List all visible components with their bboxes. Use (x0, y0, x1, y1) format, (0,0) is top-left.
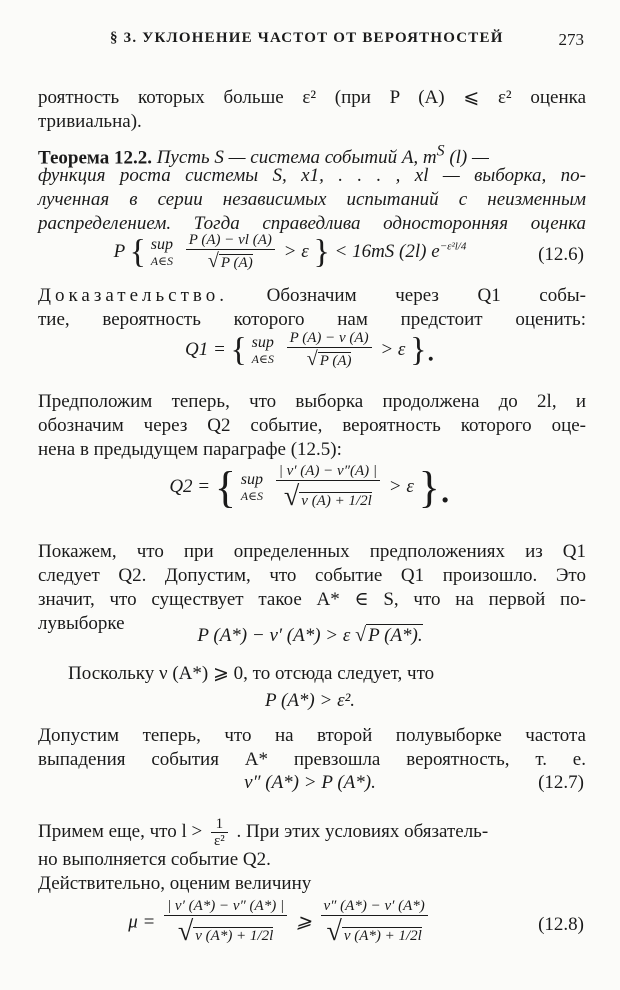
fraction-denominator: ε² (213, 833, 225, 850)
text-line: лученная в серии независимых испытаний с неизменным (38, 189, 586, 210)
fraction-numerator: P (A) − νl (A) (186, 232, 275, 250)
text-line: нена в предыдущем параграфе (12.5): (38, 439, 342, 460)
equation-number: (12.7) (538, 772, 584, 793)
formula-text: P (A*) > ε². (264, 690, 356, 711)
text-line: обозначим через Q2 событие, вероятность которого оце- (38, 415, 586, 436)
fraction-numerator: P (A) − ν (A) (287, 330, 372, 348)
fraction-denominator: P (A) (220, 255, 253, 271)
formula-12-7 (0, 772, 620, 804)
text-line: но выполняется событие Q2. (38, 849, 271, 870)
sup-subscript: A∈S (251, 351, 274, 366)
text-line: Допустим теперь, что на второй полувыборке частота (38, 725, 586, 746)
proof-label: Доказательство. (38, 285, 228, 306)
text-line: тие, вероятность которого нам предстоит оценить: (38, 309, 586, 330)
text-segment: . При этих условиях обязатель- (236, 821, 489, 842)
sup-subscript: A∈S (150, 253, 173, 268)
text-line: лувыборке (38, 613, 125, 634)
theorem-label: Теорема 12.2. (38, 147, 152, 169)
text-line: функция роста системы S, x1, . . . , xl — выборка, по- (38, 165, 586, 186)
proof-text: Обозначим через Q1 собы- (266, 285, 586, 306)
equation-number: (12.6) (538, 244, 584, 265)
sup-operator: sup (240, 470, 263, 488)
inequality: ⩾ (295, 911, 312, 933)
sup-operator: sup (251, 333, 274, 351)
equation-number: (12.8) (538, 914, 584, 935)
exponent: −ε²l/4 (439, 240, 467, 253)
text-line: Покажем, что при определенных предположениях из Q1 (38, 541, 586, 562)
formula-12-6: P { sup A∈S $\frac{P (A) - \nu l (A)}{√ P (A)}$ > ε } < 16mS (2l) $e^{-\varepsilon^2l/4}$ (12.6) (113, 232, 584, 272)
text-line: следует Q2. Допустим, что событие Q1 произошло. Это (38, 565, 586, 586)
formula-lhs: μ = (128, 911, 156, 933)
text-line (38, 812, 586, 852)
formula-lhs: Q2 = (169, 475, 211, 497)
fraction-numerator: 1 (211, 816, 228, 833)
bound: < 16mS (2l) e (334, 240, 440, 262)
text-line: Действительно, оценим величину (38, 873, 312, 894)
formula-q1: Q1 = { sup A∈S $\frac{P (A) - \nu (A)}{√ P (A)}$ > ε }. (185, 330, 435, 370)
text-line: распределением. Тогда справедлива односторонняя оценка (38, 213, 586, 234)
text-line: значит, что существует такое A* ∈ S, что на первой по- (38, 589, 586, 610)
formula-12-8: μ = $\frac{| \nu' (A*) - \nu'' (A*) |}{√ \nu (A*) + 1/2l}$ ⩾ $\frac{\nu'' (A*) - \nu' (A*)}{√ \nu (A*) + 1/2l}$ (12.8) (128, 898, 584, 947)
text-line: роятность которых больше ε² (при P (A) ⩽ ε² оценка (38, 87, 586, 108)
page-header (0, 30, 620, 56)
sup-subscript: A∈S (240, 488, 263, 503)
text-segment: Примем еще, что l > (38, 821, 203, 842)
page-number: 273 (558, 30, 584, 49)
inequality: > ε (380, 338, 406, 360)
fraction-denominator: ν (A*) + 1/2l (195, 928, 274, 944)
theorem-text: Пусть S — система событий A, $m^S$ (l) — (156, 143, 489, 169)
text-line: тривиальна). (38, 111, 142, 132)
text-line: выпадения события A* превзошла вероятность, т. е. (38, 749, 586, 770)
formula-inequality-1: P (A*) − ν′ (A*) > ε √ P (A*). (197, 624, 423, 646)
fraction-denominator: ν (A) + 1/2l (301, 492, 372, 509)
formula-text: ν″ (A*) > P (A*). (244, 772, 376, 793)
text-line: Поскольку ν (A*) ⩾ 0, то отсюда следует, что (68, 663, 435, 684)
formula-q2: Q2 = { sup A∈S $\frac{| \nu' (A) - \nu''(A) |}{√ \nu (A) + 1/2l}$ > ε }. (169, 462, 451, 512)
formula-inequality-2 (0, 690, 620, 720)
inequality: > ε (388, 475, 414, 497)
text-line: Предположим теперь, что выборка продолжена до 2l, и (38, 391, 586, 412)
proof-line (38, 284, 586, 308)
formula-text: P (A*) − ν′ (A*) > ε (197, 625, 351, 646)
fraction-numerator: | ν′ (A) − ν″(A) | (276, 463, 380, 481)
running-head: § 3. УКЛОНЕНИЕ ЧАСТОТ ОТ ВЕРОЯТНОСТЕЙ (110, 30, 504, 46)
fraction-denominator: P (A) (319, 353, 352, 369)
fraction-denominator: ν (A*) + 1/2l (343, 928, 422, 944)
formula-lhs: Q1 = (185, 338, 226, 360)
fraction-numerator: | ν′ (A*) − ν″ (A*) | (164, 898, 287, 916)
fraction-numerator: ν″ (A*) − ν′ (A*) (321, 898, 428, 916)
inequality: > ε (283, 240, 309, 262)
sqrt-content: P (A*). (368, 625, 423, 646)
formula-symbol: P (113, 240, 125, 262)
sup-operator: sup (150, 235, 173, 253)
